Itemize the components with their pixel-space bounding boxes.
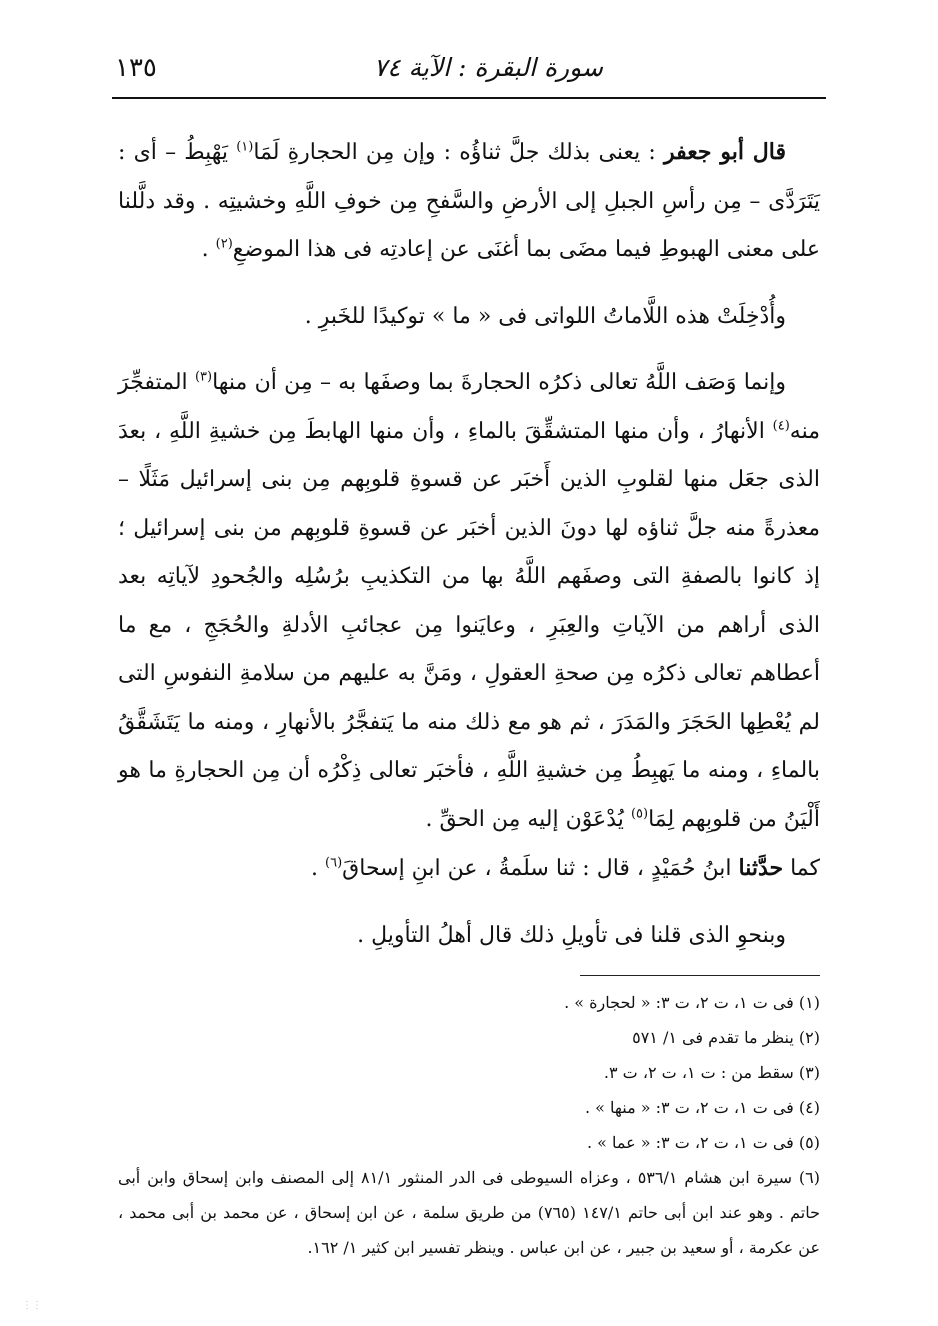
footnote-ref-3: (٣) [194,369,213,385]
paragraph-1 [118,128,820,275]
paragraph-4-text-3: . [311,856,326,881]
paragraph-3-text-2: المتفجِّرَ منه [118,370,820,444]
footnote-6: (٦) سيرة ابن هشام ٥٣٦/١ ، وعزاه السيوطى فى الدر المنثور ٨١/١ إلى المصنف وابن إسحاق وابن أبى حاتم . وهو عند ابن أبى حاتم ١٤٧/١ (٧٦٥) من طريق سلمة ، عن ابن إسحاق ، عن محمد بن أبى محمد ، عن عكرمة ، أو سعيد بن جبير ، عن ابن عباس . وينظر تفسير ابن كثير ١/ ١٦٢. [118,1168,821,1257]
footnote-ref-2: (٢) [215,236,233,252]
paragraph-3-text: وإنما وَصَف اللَّهُ تعالى ذكرُه الحجارةَ بما وصفَها به – مِن أن منها [212,370,787,395]
hadith-term: حدَّثنا [738,855,784,881]
footnote-ref-1: (١) [236,139,254,155]
footnote-2: (٢) ينظر ما تقدم فى ١/ ٥٧١ [632,1028,820,1047]
footnote-ref-4: (٤) [772,418,790,434]
paragraph-3 [118,359,820,844]
footnote-divider [580,975,820,976]
footnote-4: (٤) فى ت ١، ت ٢، ت ٣: « منها » . [584,1098,820,1117]
main-text [118,128,820,960]
footnote-ref-5: (٥) [630,806,649,822]
speaker-lead: قال أبو جعفر [664,139,786,165]
paragraph-5: وبنحوِ الذى قلنا فى تأويلِ ذلك قال أهلُ التأويلِ . [357,922,786,948]
paragraph-1-text-3: . [201,237,216,262]
paragraph-3-text-3: الأنهارُ ، وأن منها المتشقِّقَ بالماءِ ، وأن منها الهابطَ مِن خشيةِ اللَّهِ ، بعدَ الذى جعَل منها لقلوبِ الذين أَخبَر عن قسوةِ قلوبِهم مِن بنى إسرائيل مَثَلًا – معذرةً منه جلَّ ثناؤه لها دونَ الذين أخبَر عن قسوةِ قلوبِهم من بنى إسرائيل ؛ إذ كانوا بالصفةِ التى وصفَهم اللَّهُ بها من التكذيبِ برُسُلِه والجُحودِ لآياتِه بعد الذى أراهم من الآياتِ والعِبَرِ ، وعايَنوا مِن عجائبِ الأدلةِ والحُجَجِ ، مع ما أعطاهم تعالى ذكرُه مِن صحةِ العقولِ ، ومَنَّ به عليهم من سلامةِ النفوسِ التى لم يُعْطِها الحَجَرَ والمَدَرَ ، ثم هو مع ذلك منه ما يَتفجَّرُ بالأنهارِ ، ومنه ما يَتَشَقَّقُ بالماءِ ، ومنه ما يَهبِطُ مِن خشيةِ اللَّهِ ، فأخبَر تعالى ذِكْرُه أن مِن الحجارةِ ما هو أَلْيَنُ من قلوبِهم لِمَا [118,418,820,832]
footnote-1: (١) فى ت ١، ت ٢، ت ٣: « لحجارة » . [564,993,820,1012]
running-title: سورة البقرة : الآية ٧٤ [373,53,603,82]
paragraph-1-text: : يعنى بذلك جلَّ ثناؤُه : وإن مِن الحجارةِ لَمَا [253,140,665,165]
header-divider [112,97,826,99]
footnotes [118,985,820,1265]
paragraph-4 [118,844,820,894]
footnote-3: (٣) سقط من : ت ١، ت ٢، ت ٣. [603,1063,820,1082]
scan-artifact: ⋮⋮ [22,1300,42,1311]
paragraph-4-text-2: ابنُ حُمَيْدٍ ، قال : ثنا سلَمةُ ، عن ابنِ إسحاقَ [342,856,739,881]
footnote-5: (٥) فى ت ١، ت ٢، ت ٣: « عما » . [586,1133,820,1152]
footnote-ref-6: (٦) [325,855,343,871]
page-number: ١٣٥ [115,53,157,83]
paragraph-1-text-2: يَهْبِطُ – أى : يَتَرَدَّى – مِن رأسِ الجبلِ إلى الأرضِ والسَّفحِ مِن خوفِ اللَّهِ وخشيتِه . وقد دلَّلنا على معنى الهبوطِ فيما مضَى بما أغنَى عن إعادتِه فى هذا الموضعِ [118,140,820,262]
paragraph-2: وأُدْخِلَتْ هذه اللَّاماتُ اللواتى فى « ما » توكيدًا للخَبرِ . [304,303,786,329]
paragraph-3-text-4: يُدْعَوْن إليه مِن الحقِّ . [425,806,631,832]
paragraph-4-text: كما [783,856,820,881]
page-header [115,45,823,95]
